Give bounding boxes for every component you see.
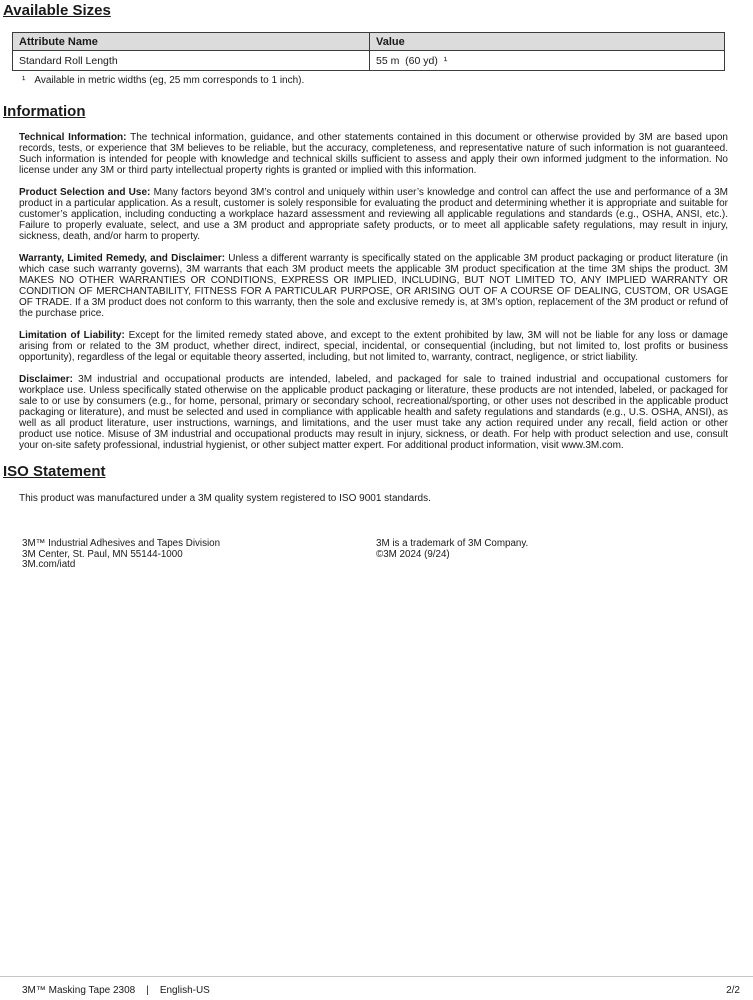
table-row bbox=[13, 51, 725, 71]
paragraph-label: Disclaimer: bbox=[19, 374, 73, 385]
footer-division-block bbox=[22, 539, 220, 571]
footer-address-line: 3M Center, St. Paul, MN 55144-1000 bbox=[22, 548, 183, 560]
footer-division-line: 3M™ Industrial Adhesives and Tapes Division bbox=[22, 538, 221, 549]
product-name: 3M™ Masking Tape 2308 bbox=[22, 985, 136, 996]
separator-pipe: | bbox=[146, 985, 149, 996]
available-sizes-heading: Available Sizes bbox=[3, 2, 111, 19]
iso-statement-heading: ISO Statement bbox=[3, 463, 106, 480]
paragraph-label: Technical Information: bbox=[19, 132, 127, 143]
paragraph-text: 3M industrial and occupational products are intended, labeled, and packaged for sale to trained industrial and occupational customers for workplace use. Unless specifically stated otherwise on the applicable product packaging or literature, these products are not intended, labeled, or packaged for sale to or use by consumers (e.g., for home, personal, primary or secondary school, recreational/sporting, or other uses not described in the applicable product packaging or literature), and must be selected and used in compliance with applicable health and safety regulations and standards (e.g., U.S. OSHA, ANSI), as well as all product literature, user instructions, warnings, and limitations, and the user must take any action required under any recall, field action or other product use notice. Misuse of 3M industrial and occupational products may result in injury, sickness, or death. For help with product selection and use, consult your on-site safety professional, industrial hygienist, or other subject matter expert. For additional product information, visit www.3M.com. bbox=[19, 374, 728, 451]
footer-trademark-line: 3M is a trademark of 3M Company. bbox=[376, 538, 529, 549]
bottom-page-bar bbox=[0, 976, 753, 996]
iso-statement-text: This product was manufactured under a 3M quality system registered to ISO 9001 standards. bbox=[19, 493, 431, 504]
paragraph-label: Product Selection and Use: bbox=[19, 187, 151, 198]
footer-copyright-line: ©3M 2024 (9/24) bbox=[376, 548, 450, 560]
paragraph-text: Except for the limited remedy stated above, and except to the extent prohibited by law, 3M will not be liable for any loss or damage arising from or related to the 3M product, whether direct, indirect, special, incidental, or consequential (including, but not limited to, lost profits or business opportunity), regardless of the legal or equitable theory asserted, including, but not limited to, warranty, contract, negligence, or strict liability. bbox=[19, 330, 729, 363]
paragraph-text: Unless a different warranty is specifically stated on the applicable 3M product packaging or product literature (in which case such warranty governs), 3M warrants that each 3M product meets the applicable 3M product specification at the time 3M ships the product. 3M MAKES NO OTHER WARRANTIES OR CONDITIONS, EXPRESS OR IMPLIED, INCLUDING, BUT NOT LIMITED TO, ANY IMPLIED WARRANTY OR CONDITION OF MERCHANTABILITY, FITNESS FOR A PARTICULAR PURPOSE, OR ARISING OUT OF A COURSE OF DEALING, CUSTOM, OR USAGE OF TRADE. If a 3M product does not conform to this warranty, then the sole and exclusive remedy is, at 3M’s option, replacement of the 3M product or refund of the purchase price. bbox=[19, 253, 728, 319]
page-number: 2/2 bbox=[726, 985, 740, 996]
paragraph-technical-information bbox=[19, 132, 728, 176]
paragraph-disclaimer bbox=[19, 374, 728, 451]
paragraph-label: Limitation of Liability: bbox=[19, 330, 125, 341]
paragraph-product-selection-and-use bbox=[19, 187, 728, 242]
column-header-attribute-name: Attribute Name bbox=[13, 33, 370, 51]
paragraph-text: The technical information, guidance, and other statements contained in this document or otherwise provided by 3M are based upon records, tests, or experience that 3M believes to be reliable, but the accuracy, completeness, and representative nature of such information is not guaranteed. Such information is intended for people with knowledge and technical skills sufficient to assess and apply their own informed judgment to the information. No license under any 3M or third party intellectual property rights is granted or implied with this information. bbox=[19, 132, 728, 176]
column-header-value: Value bbox=[370, 33, 725, 51]
document-identifier bbox=[22, 985, 210, 996]
footnote-text: Available in metric widths (eg, 25 mm corresponds to 1 inch). bbox=[34, 75, 305, 86]
attribute-value-cell: 55 m (60 yd) ¹ bbox=[370, 51, 725, 71]
footer-trademark-block bbox=[376, 539, 528, 560]
document-language: English-US bbox=[159, 985, 210, 996]
paragraph-limitation-of-liability bbox=[19, 330, 728, 363]
paragraph-warranty-limited-remedy bbox=[19, 253, 728, 319]
paragraph-label: Warranty, Limited Remedy, and Disclaimer: bbox=[19, 253, 226, 264]
footnote-marker: ¹ bbox=[22, 75, 26, 86]
table-header-row bbox=[13, 33, 725, 51]
bottom-bar-content bbox=[0, 977, 753, 996]
information-heading: Information bbox=[3, 103, 86, 120]
footer-url-line: 3M.com/iatd bbox=[22, 559, 76, 571]
available-sizes-table bbox=[12, 32, 725, 71]
table-footnote bbox=[22, 75, 753, 86]
paragraph-text: Many factors beyond 3M’s control and uniquely within user’s knowledge and control can affect the use and performance of a 3M product in a particular application. As a result, customer is solely responsible for evaluating the product and determining whether it is appropriate and suitable for customer’s application, including conducting a workplace hazard assessment and reviewing all applicable regulations and standards (e.g., OSHA, ANSI, etc.). Failure to properly evaluate, select, and use a 3M product and appropriate safety products, or to meet all applicable safety regulations, may result in injury, sickness, death, and/or harm to property. bbox=[19, 187, 729, 242]
attribute-name-cell: Standard Roll Length bbox=[13, 51, 370, 71]
